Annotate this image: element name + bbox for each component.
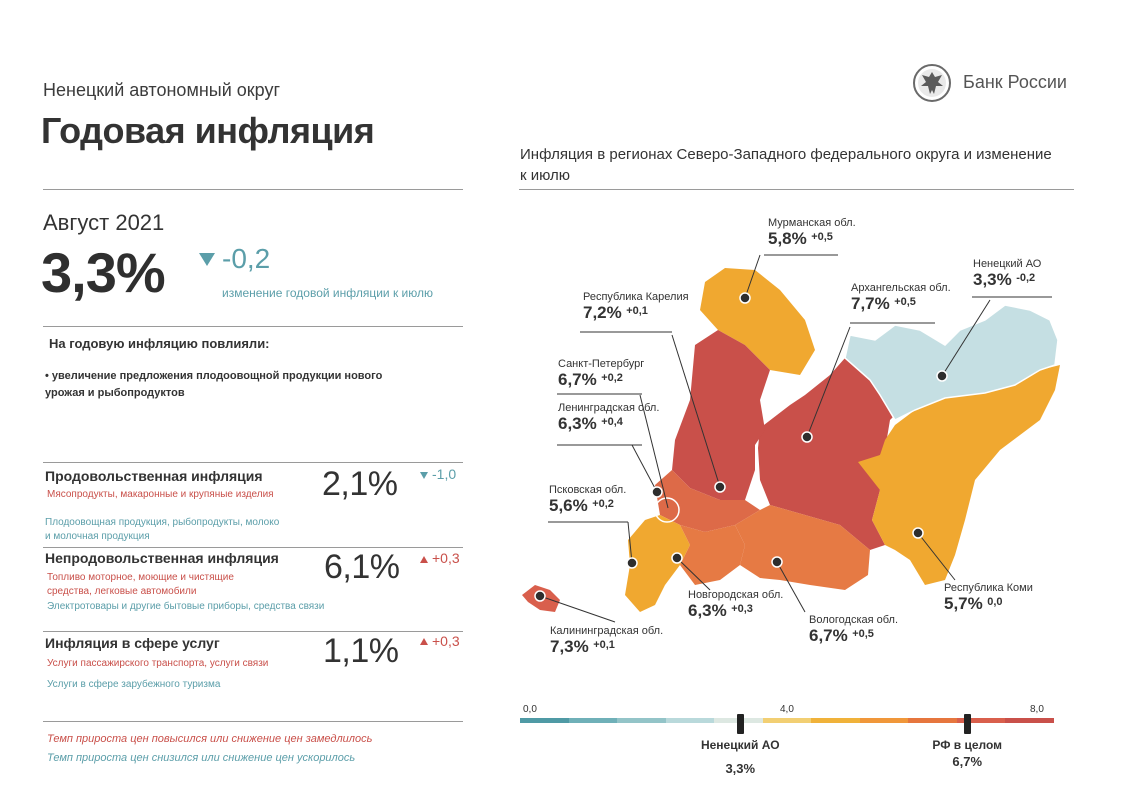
map-region-novgorod	[680, 525, 745, 585]
down-arrow-icon	[420, 472, 428, 479]
legend-teal: Темп прироста цен снизился или снижение цен ускорилось	[47, 752, 356, 764]
dot-komi	[913, 528, 923, 538]
scale-segment	[520, 718, 569, 723]
category-change: +0,3	[432, 633, 460, 649]
region-label-karelia: Республика Карелия 7,2% $^{+0,1}$	[583, 291, 689, 322]
leader-leningrad	[632, 445, 657, 492]
scale-marker-name: РФ в целом	[932, 738, 1003, 752]
category-title: Непродовольственная инфляция	[45, 550, 279, 566]
scale-mid-label: 4,0	[780, 704, 794, 715]
dot-vologda	[772, 557, 782, 567]
region-label-komi: Республика Коми 5,7% $^{0,0}$	[944, 582, 1033, 613]
scale-marker	[737, 714, 744, 734]
category-value: 1,1%	[323, 632, 399, 670]
inflation-change: -0,2	[222, 243, 271, 274]
category-value: 6,1%	[324, 548, 400, 586]
scale-min-label: 0,0	[523, 704, 537, 715]
category-title: Продовольственная инфляция	[45, 468, 263, 484]
map-region-karelia	[672, 330, 770, 500]
change-caption: изменение годовой инфляции к июлю	[222, 286, 433, 300]
region-label-arkhangelsk: Архангельская обл. 7,7% $^{+0,5}$	[851, 282, 951, 313]
divider	[43, 189, 463, 190]
scale-marker-value: 3,3%	[725, 761, 756, 776]
region-label-pskov: Псковская обл. 5,6% $^{+0,2}$	[549, 484, 627, 515]
up-arrow-icon	[420, 638, 428, 645]
region-label-spb: Санкт-Петербург 6,7% $^{+0,2}$	[558, 358, 645, 389]
color-scale-bar	[520, 718, 1054, 723]
divider	[43, 462, 463, 463]
category-up-items: Услуги пассажирского транспорта, услуги связи	[47, 658, 269, 669]
dot-karelia	[715, 482, 725, 492]
category-down-items: Услуги в сфере зарубежного туризма	[47, 679, 221, 690]
page-title: Годовая инфляция	[41, 110, 375, 151]
dot-arkhangelsk	[802, 432, 812, 442]
down-arrow-icon	[199, 253, 215, 266]
category-value: 2,1%	[322, 465, 398, 503]
divider	[43, 547, 463, 548]
scale-max-label: 8,0	[1030, 704, 1044, 715]
category-up-items: Мясопродукты, макаронные и крупяные изделия	[47, 489, 274, 500]
bank-logo-icon	[912, 63, 952, 103]
dot-kaliningrad	[535, 591, 545, 601]
region-label-leningrad: Ленинградская обл. 6,3% $^{+0,4}$	[558, 402, 660, 433]
dot-leningrad	[652, 487, 662, 497]
legend-red: Темп прироста цен повысился или снижение цен замедлилось	[47, 733, 373, 745]
region-name: Ненецкий автономный округ	[43, 80, 281, 100]
scale-marker-value: 6,7%	[952, 754, 983, 769]
factors-title: На годовую инфляцию повлияли:	[49, 336, 270, 351]
scale-segment	[908, 718, 957, 723]
scale-segment	[860, 718, 909, 723]
divider	[43, 326, 463, 327]
scale-segment	[1005, 718, 1054, 723]
scale-segment	[763, 718, 812, 723]
region-label-nenets: Ненецкий АО 3,3% $^{-0,2}$	[973, 258, 1042, 289]
category-down-items: Плодоовощная продукция, рыбопродукты, молоко и молочная продукция	[45, 517, 280, 542]
scale-segment	[666, 718, 715, 723]
divider	[43, 721, 463, 722]
map-title: Инфляция в регионах Северо-Западного федерального округа и изменение к июлю	[520, 146, 1052, 184]
category-change: +0,3	[432, 550, 460, 566]
bank-name: Банк России	[963, 72, 1067, 92]
divider	[519, 189, 1074, 190]
category-change: -1,0	[432, 466, 457, 482]
scale-segment	[617, 718, 666, 723]
region-label-novgorod: Новгородская обл. 6,3% $^{+0,3}$	[688, 589, 784, 620]
divider	[43, 631, 463, 632]
category-up-items: Топливо моторное, моющие и чистящие средства, легковые автомобили	[47, 572, 234, 597]
scale-segment	[811, 718, 860, 723]
dot-nenets	[937, 371, 947, 381]
category-down-items: Электротовары и другие бытовые приборы, средства связи	[47, 601, 325, 612]
dot-pskov	[627, 558, 637, 568]
category-title: Инфляция в сфере услуг	[45, 635, 220, 651]
dot-novgorod	[672, 553, 682, 563]
inflation-value: 3,3%	[41, 241, 165, 304]
scale-marker-name: Ненецкий АО	[700, 738, 780, 752]
region-label-kaliningrad: Калининградская обл. 7,3% $^{+0,1}$	[550, 625, 664, 656]
region-label-murmansk: Мурманская обл. 5,8% $^{+0,5}$	[768, 217, 856, 248]
dot-murmansk	[740, 293, 750, 303]
up-arrow-icon	[420, 556, 428, 563]
scale-marker	[964, 714, 971, 734]
region-label-vologda: Вологодская обл. 6,7% $^{+0,5}$	[809, 614, 899, 645]
factor-item: • увеличение предложения плодоовощной продукции нового урожая и рыбопродуктов	[45, 370, 383, 399]
scale-segment	[569, 718, 618, 723]
period-label: Август 2021	[43, 210, 165, 235]
